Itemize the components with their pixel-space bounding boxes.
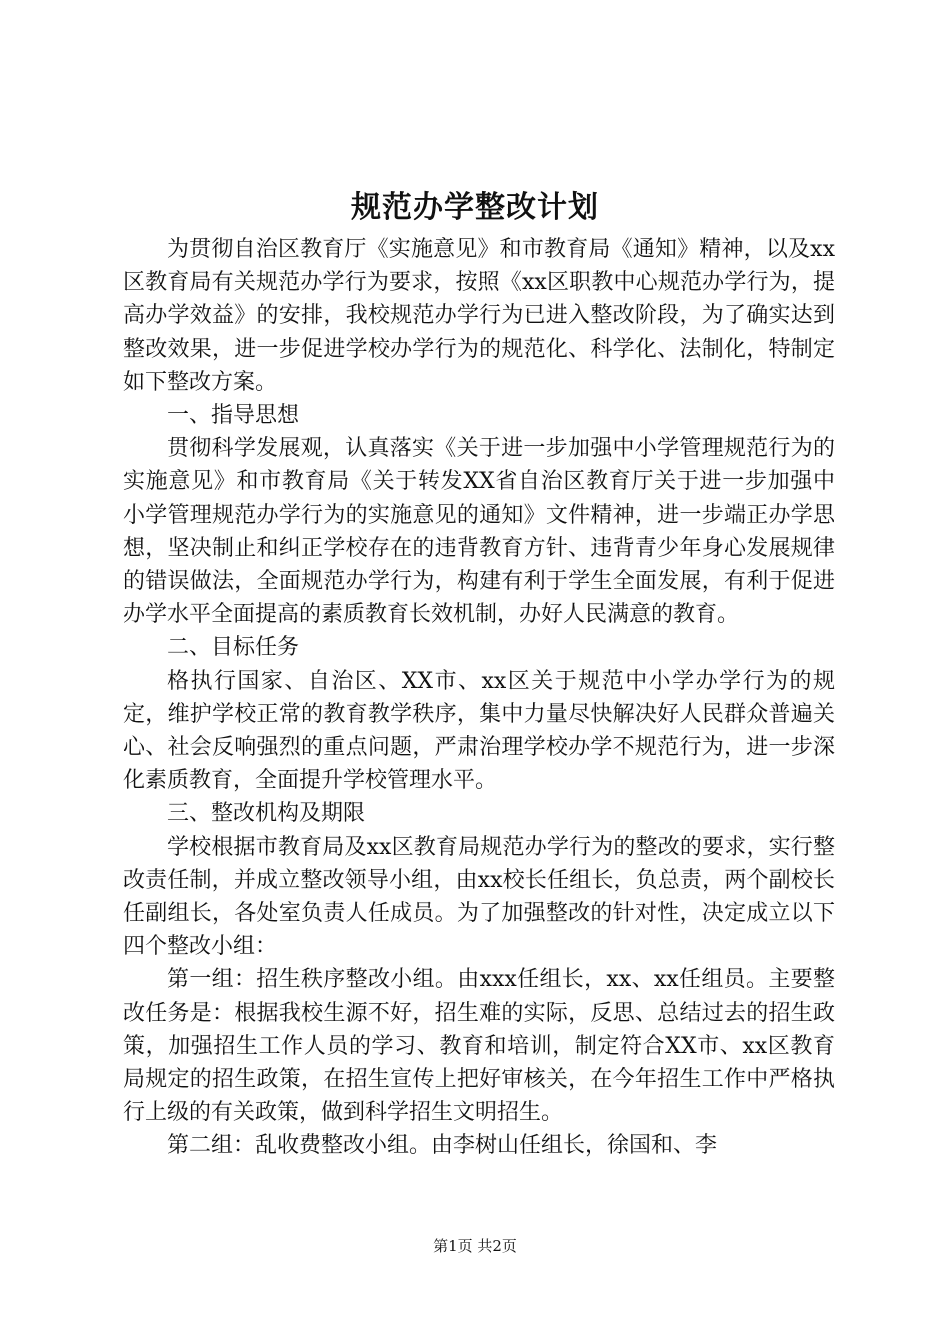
paragraph-intro: 为贯彻自治区教育厅《实施意见》和市教育局《通知》精神，以及xx区教育局有关规范办学行为要求，按照《xx区职教中心规范办学行为，提高办学效益》的安排，我校规范办学行为已进入整改阶段，为了确实达到整改效果，进一步促进学校办学行为的规范化、科学化、法制化，特制定如下整改方案。 <box>123 237 835 395</box>
page-number-footer: 第1页 共2页 <box>433 1237 517 1255</box>
document-title: 规范办学整改计划 <box>351 190 599 225</box>
paragraph-guiding-thought: 贯彻科学发展观，认真落实《关于进一步加强中小学管理规范行为的实施意见》和市教育局《关于转发XX省自治区教育厅关于进一步加强中小学管理规范办学行为的实施意见的通知》文件精神，进一步端正办学思想，坚决制止和纠正学校存在的违背教育方针、违背青少年身心发展规律的错误做法，全面规范办学行为，构建有利于学生全面发展，有利于促进办学水平全面提高的素质教育长效机制，办好人民满意的教育。 <box>123 436 835 628</box>
paragraph-organization: 学校根据市教育局及xx区教育局规范办学行为的整改的要求，实行整改责任制，并成立整改领导小组，由xx校长任组长，负总责，两个副校长任副组长，各处室负责人任成员。为了加强整改的针对性，决定成立以下四个整改小组： <box>123 834 835 960</box>
paragraph-group-one: 第一组：招生秩序整改小组。由xxx任组长，xx、xx任组员。主要整改任务是：根据我校生源不好，招生难的实际，反思、总结过去的招生政策，加强招生工作人员的学习、教育和培训，制定符合XX市、xx区教育局规定的招生政策，在招生宣传上把好审核关，在今年招生工作中严格执行上级的有关政策，做到科学招生文明招生。 <box>123 967 835 1126</box>
paragraph-goals: 格执行国家、自治区、XX市、xx区关于规范中小学办学行为的规定，维护学校正常的教育教学秩序，集中力量尽快解决好人民群众普遍关心、社会反响强烈的重点问题，严肃治理学校办学不规范行为，进一步深化素质教育，全面提升学校管理水平。 <box>123 668 835 794</box>
section-heading-organization: 三、整改机构及期限 <box>167 801 366 827</box>
paragraph-group-two: 第二组：乱收费整改小组。由李树山任组长，徐国和、李 <box>167 1133 718 1159</box>
section-heading-goals: 二、目标任务 <box>167 635 300 661</box>
section-heading-guiding-thought: 一、指导思想 <box>167 403 300 429</box>
document-body <box>123 233 835 1163</box>
